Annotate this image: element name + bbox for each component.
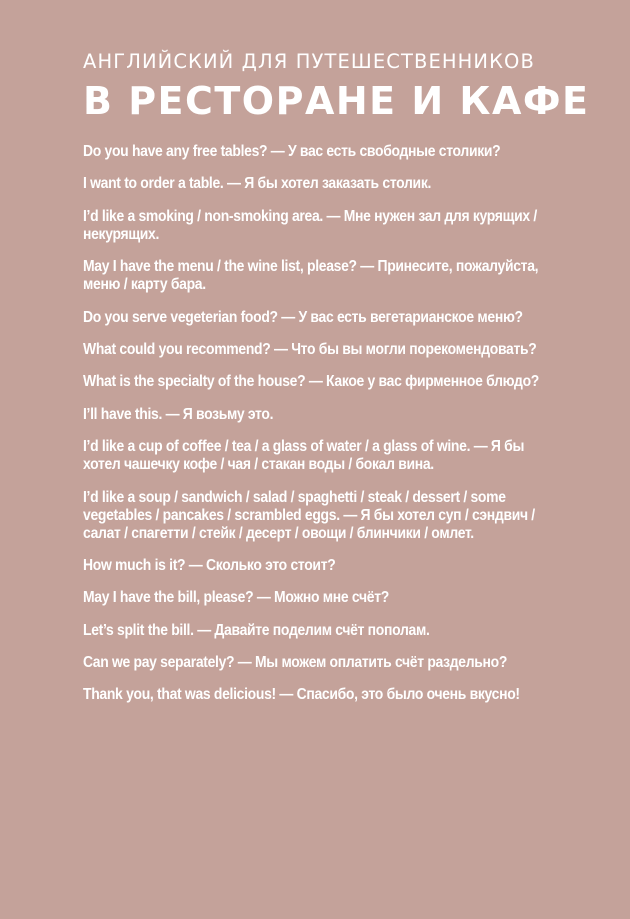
phrase-item: How much is it? — Сколько это стоит? bbox=[83, 556, 336, 574]
phrase-item: I’ll have this. — Я возьму это. bbox=[83, 405, 274, 423]
phrase-item: I’d like a soup / sandwich / salad / spaghetti / steak / dessert / some vegetables / pancakes / scrambled eggs. — Я бы хотел суп / сэндвич / салат / спагетти / стейк / десерт / овощи / блинчики / омлет. bbox=[83, 488, 535, 542]
phrase-item: Do you serve vegeterian food? — У вас есть вегетарианское меню? bbox=[83, 308, 523, 326]
phrase-item: What could you recommend? — Что бы вы могли порекомендовать? bbox=[83, 340, 537, 358]
phrase-item: Do you have any free tables? — У вас есть свободные столики? bbox=[83, 143, 501, 160]
phrase-item: I want to order a table. — Я бы хотел заказать столик. bbox=[83, 175, 432, 193]
page-title: В РЕСТОРАНЕ И КАФЕ bbox=[83, 79, 590, 123]
phrase-item: Can we pay separately? — Мы можем оплатить счёт раздельно? bbox=[83, 654, 508, 672]
phrase-item: I’d like a smoking / non-smoking area. — Мне нужен зал для курящих / некурящих. bbox=[83, 207, 537, 243]
phrase-item: Let’s split the bill. — Давайте поделим счёт пополам. bbox=[83, 621, 430, 639]
phrase-item: Thank you, that was delicious! — Спасибо, это было очень вкусно! bbox=[83, 686, 520, 704]
phrase-item: I’d like a cup of coffee / tea / a glass of water / a glass of wine. — Я бы хотел чашечку кофе / чая / стакан воды / бокал вина. bbox=[83, 438, 525, 474]
phrase-list bbox=[83, 143, 553, 704]
supertitle: АНГЛИЙСКИЙ ДЛЯ ПУТЕШЕСТВЕННИКОВ bbox=[83, 50, 535, 73]
phrase-item: May I have the bill, please? — Можно мне счёт? bbox=[83, 589, 389, 607]
phrase-item: May I have the menu / the wine list, please? — Принесите, пожалуйста, меню / карту бара. bbox=[83, 258, 539, 294]
phrase-item: What is the specialty of the house? — Какое у вас фирменное блюдо? bbox=[83, 373, 540, 391]
